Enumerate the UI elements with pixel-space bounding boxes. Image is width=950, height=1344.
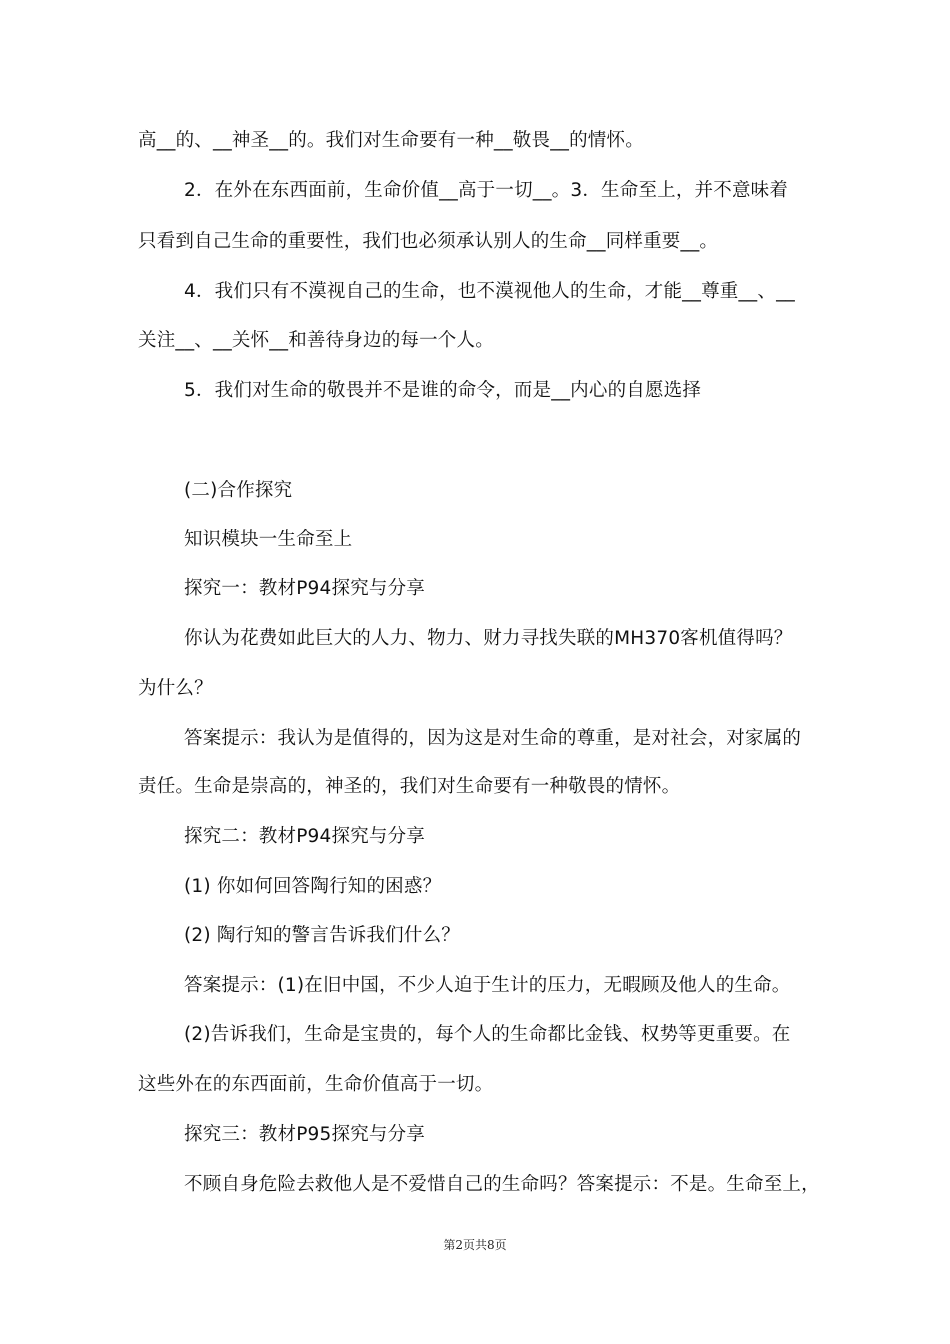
text-line: 高__的、__神圣__的。我们对生命要有一种__敬畏__的情怀。 — [138, 130, 644, 151]
text-line: 5．我们对生命的敬畏并不是谁的命令，而是__内心的自愿选择 — [184, 380, 702, 401]
inquiry-heading: 探究一：教材P94探究与分享 — [184, 578, 425, 599]
text-line: 你认为花费如此巨大的人力、物力、财力寻找失联的MH370客机值得吗？ — [184, 628, 793, 649]
text-line: 2．在外在东西面前，生命价值__高于一切__。3．生命至上，并不意味着 — [184, 180, 789, 201]
text-line: 为什么？ — [138, 678, 213, 699]
text-line: 这些外在的东西面前，生命价值高于一切。 — [138, 1074, 494, 1095]
inquiry-heading: 探究三：教材P95探究与分享 — [184, 1124, 425, 1145]
text-line: 4．我们只有不漠视自己的生命，也不漠视他人的生命，才能__尊重__、__ — [184, 281, 795, 302]
question-item: (2) 陶行知的警言告诉我们什么？ — [184, 925, 460, 946]
module-heading: 知识模块一生命至上 — [184, 529, 353, 550]
text-line: 关注__、__关怀__和善待身边的每一个人。 — [138, 330, 494, 351]
text-line: 答案提示：我认为是值得的，因为这是对生命的尊重，是对社会，对家属的 — [184, 728, 802, 749]
section-heading: (二)合作探究 — [184, 480, 293, 501]
text-line: 只看到自己生命的重要性，我们也必须承认别人的生命__同样重要__。 — [138, 231, 719, 252]
inquiry-heading: 探究二：教材P94探究与分享 — [184, 826, 425, 847]
text-line: (2)告诉我们，生命是宝贵的，每个人的生命都比金钱、权势等更重要。在 — [184, 1024, 791, 1045]
page-number: 第2页共8页 — [443, 1238, 507, 1252]
text-line: 责任。生命是崇高的，神圣的，我们对生命要有一种敬畏的情怀。 — [138, 776, 681, 797]
question-item: (1) 你如何回答陶行知的困惑？ — [184, 876, 442, 897]
text-line: 不顾自身危险去救他人是不爱惜自己的生命吗？答案提示：不是。生命至上， — [184, 1174, 820, 1195]
text-line: 答案提示：(1)在旧中国，不少人迫于生计的压力，无暇顾及他人的生命。 — [184, 975, 791, 996]
